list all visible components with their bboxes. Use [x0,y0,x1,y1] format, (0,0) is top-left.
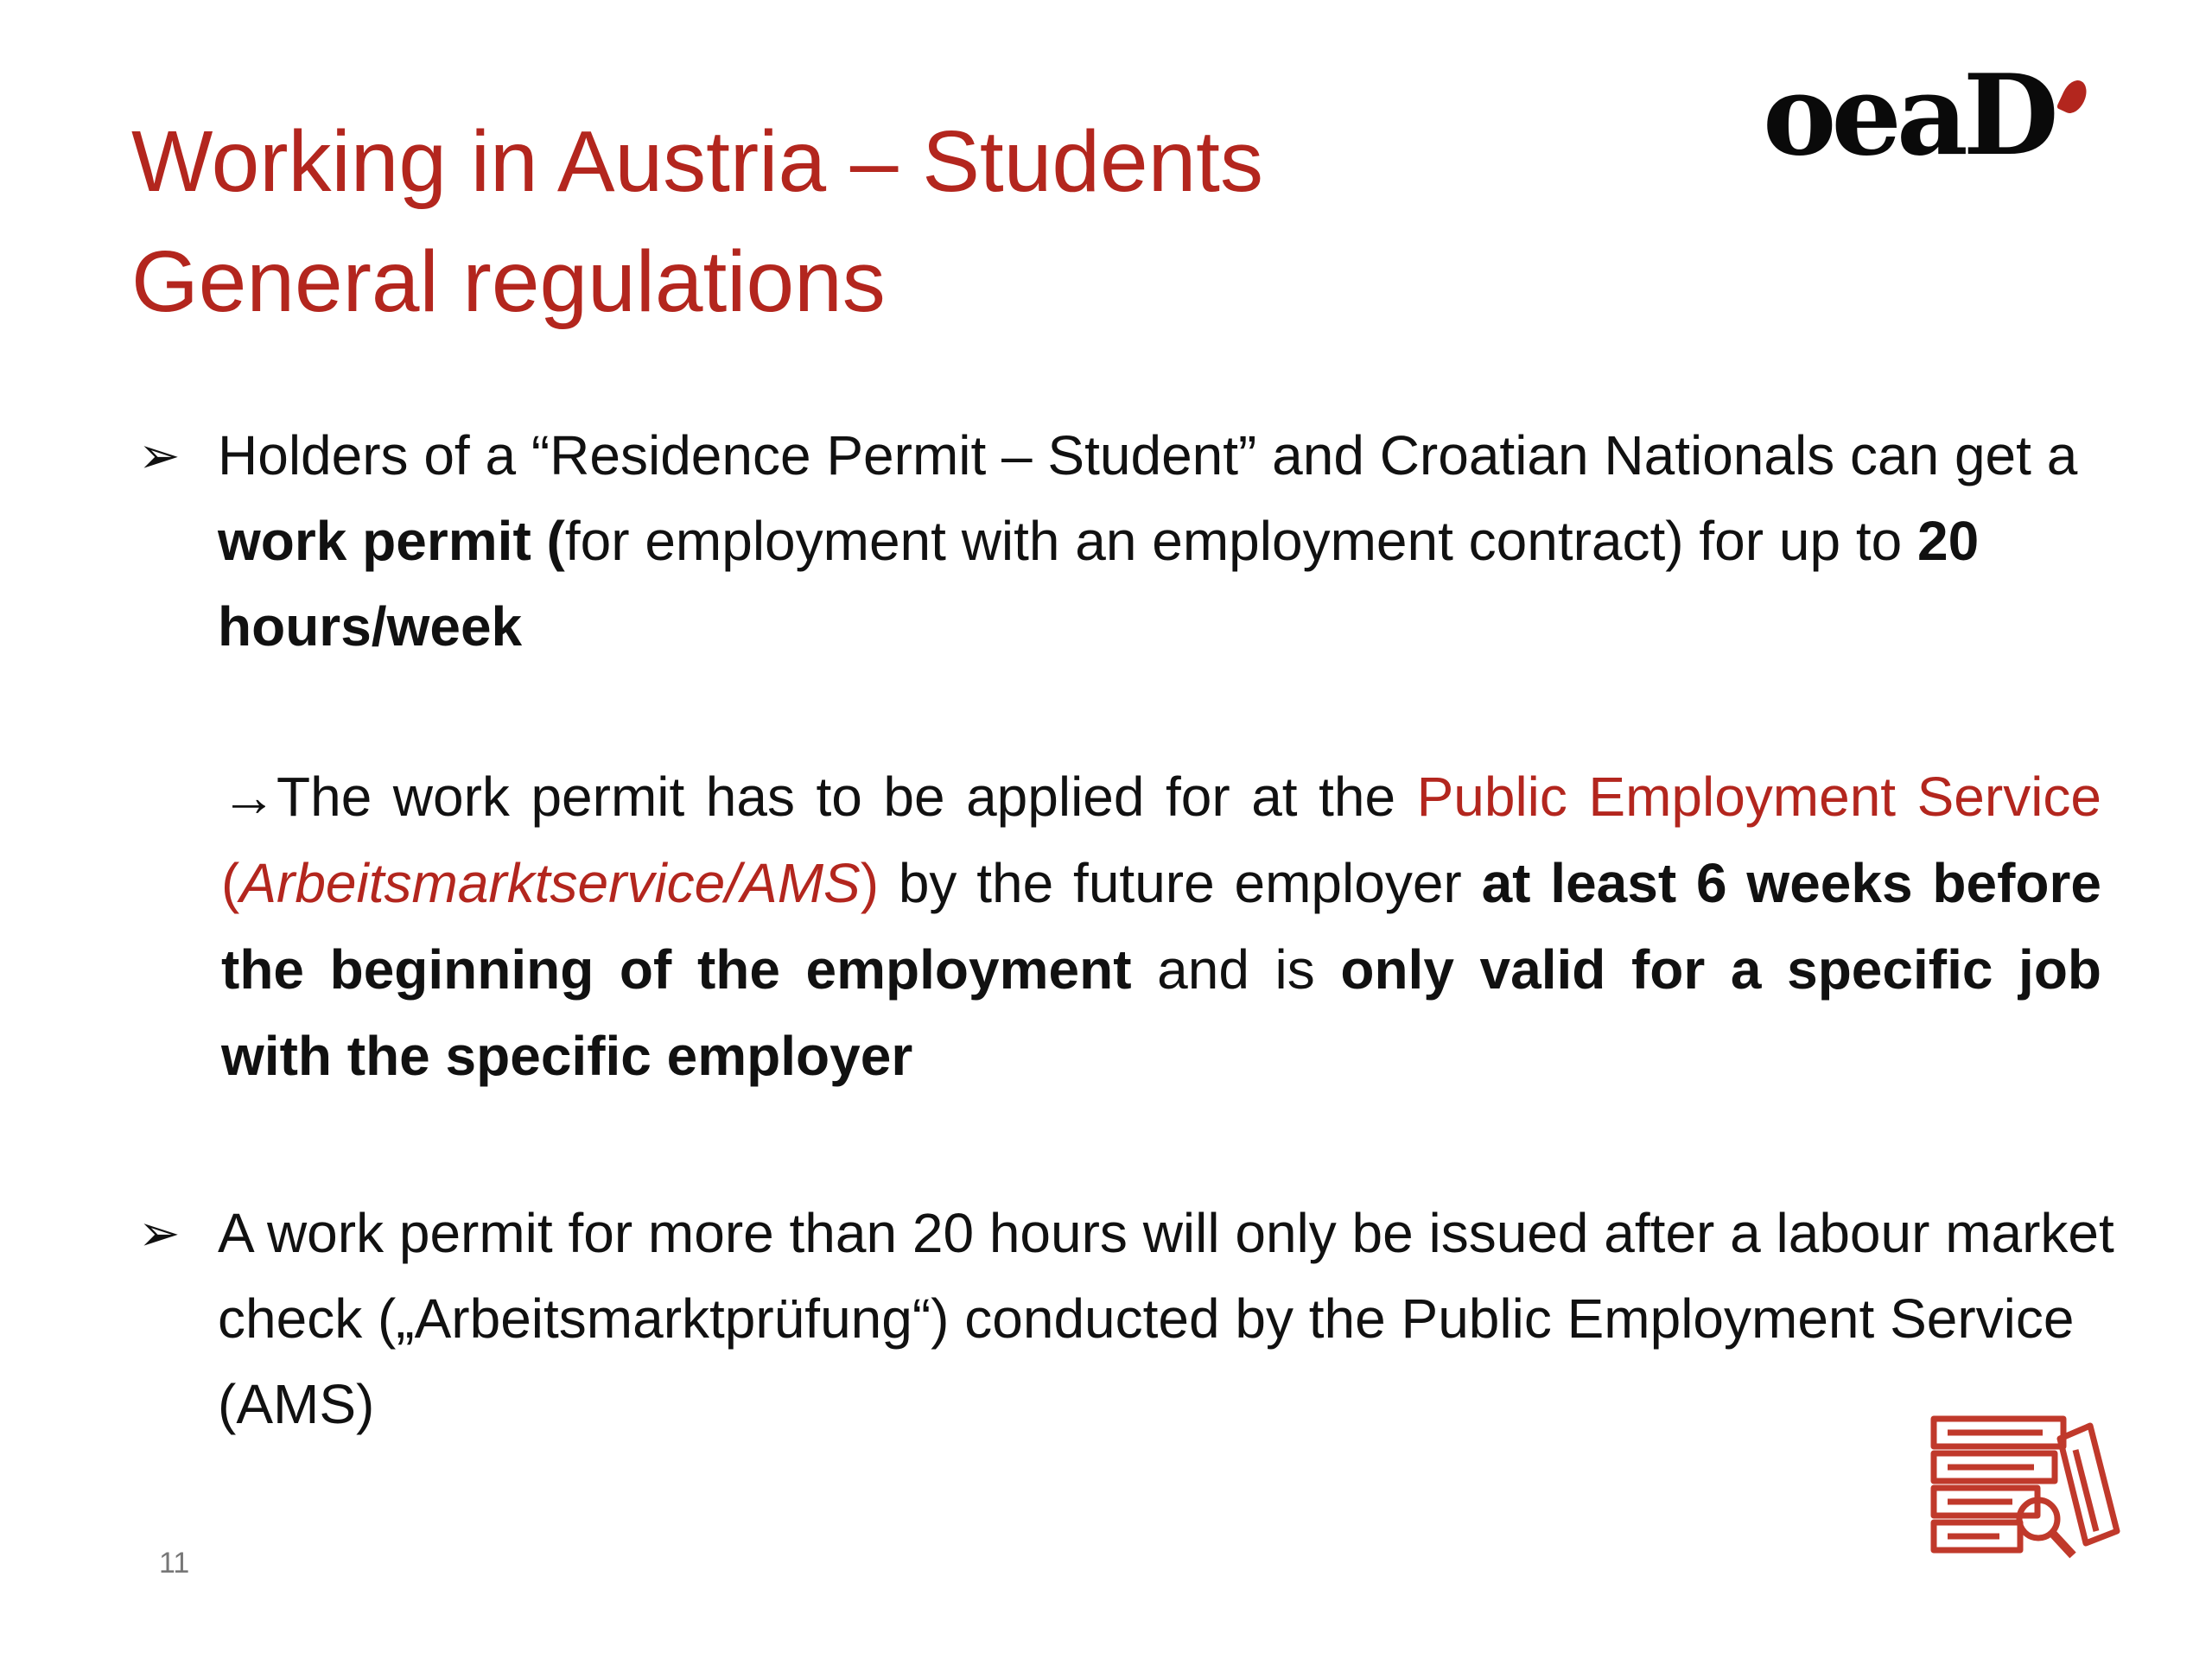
title-line-2: General regulations [131,233,886,330]
bullet-item-1 [138,413,2153,670]
oead-logo [1763,51,2085,181]
arrow-bullet-icon: ➢ [138,1204,181,1262]
logo-text: oeaD [1763,51,2054,181]
work-permit-note: →The work permit has to be applied for at the Public Employment Service (Arbeitsmarktservice/AMS) by the future employer at least 6 weeks before the beginning of the employment and is only valid for a specific job with the specific employer [221,766,2102,1087]
logo-accent-mark [2056,76,2091,117]
right-arrow-icon: → [221,766,276,828]
bullet-text-2: A work permit for more than 20 hours will only be issued after a labour market check („Arbeitsmarktprüfung“) conducted by the Public Employment Service (AMS) [218,1202,2114,1435]
title-line-1: Working in Austria – Students [131,113,1263,210]
slide-title [131,102,1263,342]
bullet-text-1: Holders of a “Residence Permit – Student” and Croatian Nationals can get a work permit (for employment with an employment contract) for up to 20 hours/week [218,424,2078,658]
arrow-bullet-icon: ➢ [138,426,181,485]
page-number: 11 [159,1547,190,1580]
books-search-icon [1930,1408,2120,1564]
bullet-item-2 [138,1191,2153,1447]
